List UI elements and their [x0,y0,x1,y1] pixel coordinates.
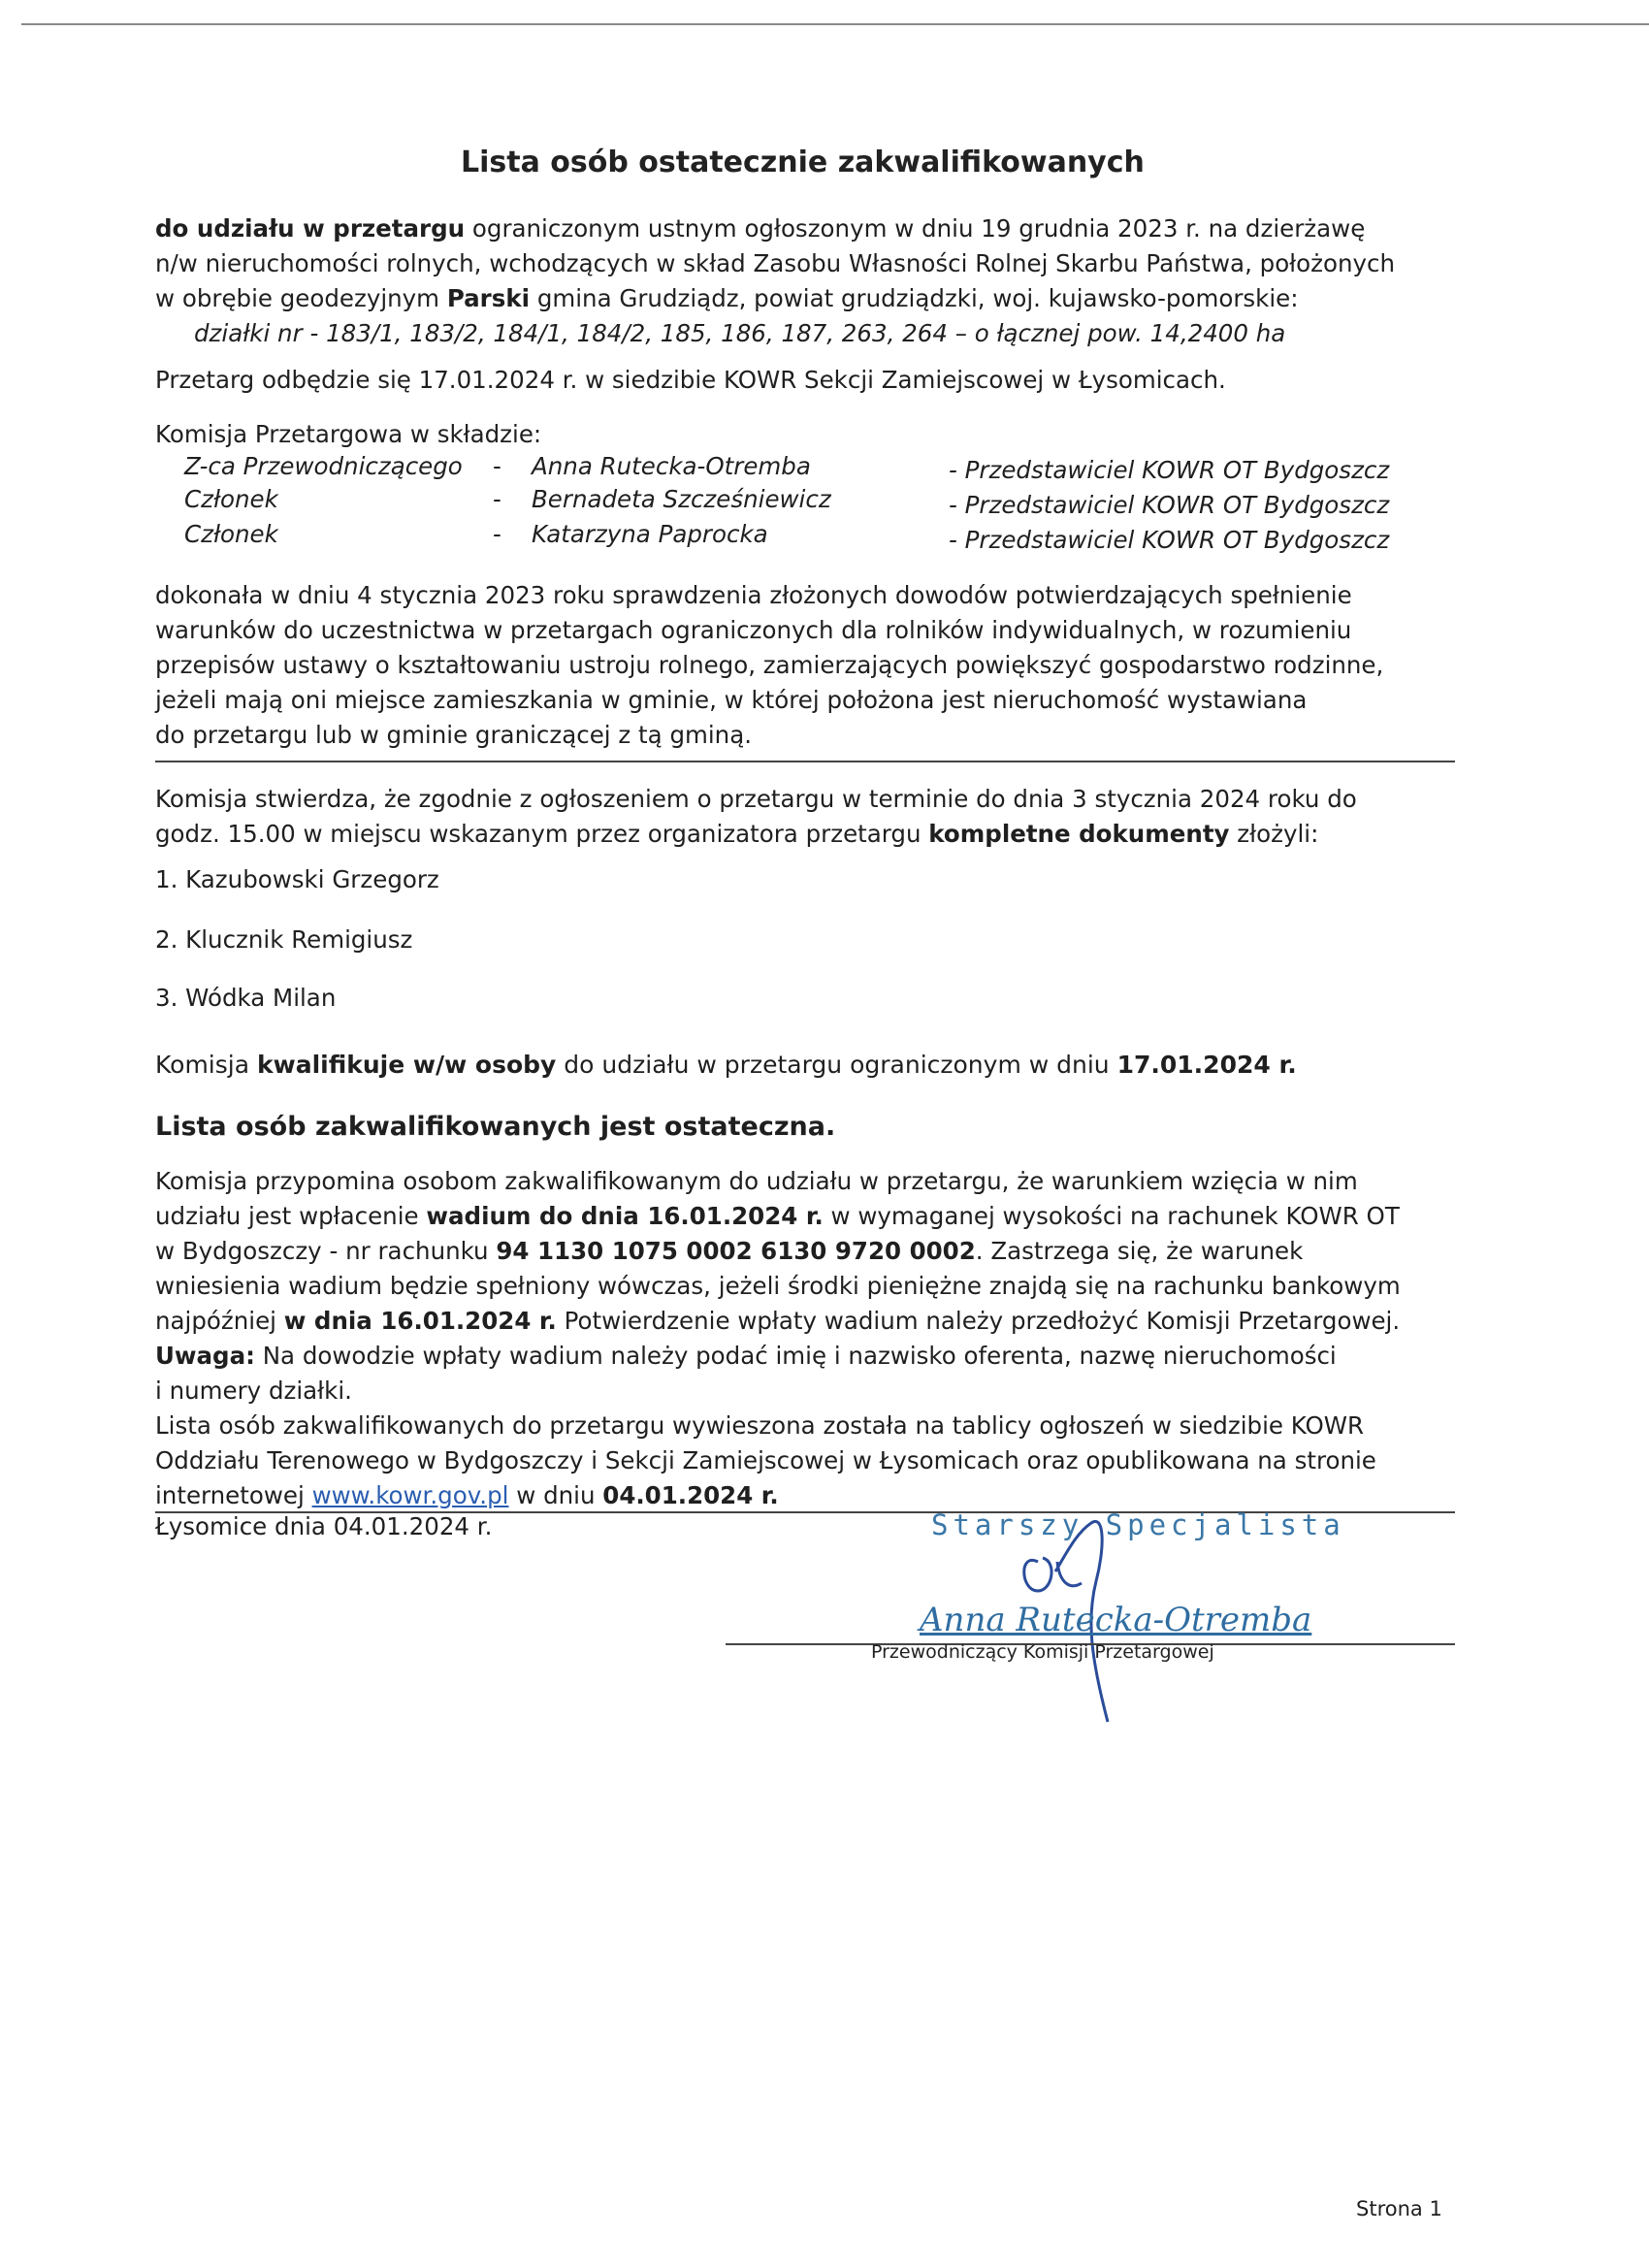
document-title: Lista osób ostatecznie zakwalifikowanych [461,146,1145,179]
komisja-dash-3: - [493,520,501,548]
stwierdza-line-1: Komisja stwierdza, że zgodnie z ogłoszeniem o przetargu w terminie do dnia 3 stycznia 2024 roku do [155,785,1357,813]
komisja-rep-2: - Przedstawiciel KOWR OT Bydgoszcz [949,491,1390,519]
przypomina-line-3 [155,1234,1455,1269]
top-border-rule [21,23,1649,25]
stamp-title: Starszy Specjalista [931,1508,1345,1541]
bank-account-number: 94 1130 1075 0002 6130 9720 0002 [496,1237,976,1265]
przypomina-line-6 [155,1339,1455,1374]
przypomina-l10-b: w dniu [508,1481,603,1509]
przetarg-line: Przetarg odbędzie się 17.01.2024 r. w siedzibie KOWR Sekcji Zamiejscowej w Łysomicach. [155,366,1226,394]
dokonala-line-4: jeżeli mają oni miejsce zamieszkania w gminie, w której położona jest nieruchomość wystawiana [155,686,1308,714]
final-heading: Lista osób zakwalifikowanych jest ostateczna. [155,1112,836,1142]
dokonala-line-1: dokonała w dniu 4 stycznia 2023 roku sprawdzenia złożonych dowodów potwierdzających spełnienie [155,581,1352,609]
page-number: Strona 1 [1356,2197,1442,2220]
przypomina-line-5 [155,1304,1455,1339]
kwalifikuje-a: Komisja [155,1051,257,1079]
kwalifikuje-bold: kwalifikuje w/w osoby [256,1051,557,1079]
intro-line-2: n/w nieruchomości rolnych, wchodzących w skład Zasobu Własności Rolnej Skarbu Państwa, położonych [155,249,1396,277]
publication-date: 04.01.2024 r. [602,1481,779,1509]
kwalifikuje-line [155,1048,1297,1083]
place-date: Łysomice dnia 04.01.2024 r. [155,1512,493,1540]
przypomina-line-8: Lista osób zakwalifikowanych do przetargu wywieszona została na tablicy ogłoszeń w siedzibie KOWR [155,1411,1364,1440]
intro-line-1 [155,211,1455,246]
stwierdza-line-2-b: złożyli: [1229,820,1319,848]
przypomina-line-2 [155,1199,1455,1234]
przypomina-l2-a: udziału jest wpłacenie [155,1202,427,1230]
intro-paragraph [155,211,1455,351]
przypomina-line-7: i numery działki. [155,1377,352,1405]
przypomina-l5-a: najpóźniej [155,1307,284,1335]
dokonala-line-5: do przetargu lub w gminie graniczącej z tą gminą. [155,721,753,749]
stwierdza-line-2-a: godz. 15.00 w miejscu wskazanym przez organizatora przetargu [155,820,929,848]
wadium-deadline: wadium do dnia 16.01.2024 r. [426,1202,824,1230]
komisja-name-2: Bernadeta Szcześniewicz [532,485,831,513]
przypomina-l5-b: Potwierdzenie wpłaty wadium należy przedłożyć Komisji Przetargowej. [556,1307,1401,1335]
komisja-role-3: Członek [184,520,278,548]
dokonala-line-3: przepisów ustawy o kształtowaniu ustroju rolnego, zamierzających powiększyć gospodarstwo rodzinne, [155,651,1384,679]
przypomina-line-1: Komisja przypomina osobom zakwalifikowanym do udziału w przetargu, że warunkiem wzięcia w nim [155,1167,1358,1195]
intro-line-3 [155,281,1455,316]
komisja-role-2: Członek [184,485,278,513]
przypomina-paragraph [155,1164,1455,1513]
intro-line-1-rest: ograniczonym ustnym ogłoszonym w dniu 19 grudnia 2023 r. na dzierżawę [465,214,1366,243]
kowr-website-link[interactable]: www.kowr.gov.pl [311,1481,509,1509]
kompletne-dokumenty: kompletne dokumenty [928,820,1230,848]
intro-line-3-a: w obrębie geodezyjnym [155,284,447,312]
stwierdza-line-2 [155,817,1455,852]
przypomina-l5-bold: w dnia 16.01.2024 r. [283,1307,557,1335]
uwaga-label: Uwaga: [155,1342,255,1370]
przypomina-line-9: Oddziału Terenowego w Bydgoszczy i Sekcji Zamiejscowej w Łysomicach oraz opublikowana na stronie [155,1446,1376,1474]
signature-caption: Przewodniczący Komisji Przetargowej [871,1641,1214,1663]
komisja-dash-1: - [493,452,501,480]
candidate-3: 3. Wódka Milan [155,984,337,1012]
przypomina-l3-b: . Zastrzega się, że warunek [975,1237,1304,1265]
komisja-rep-1: - Przedstawiciel KOWR OT Bydgoszcz [949,456,1390,484]
przypomina-line-4: wniesienia wadium będzie spełniony wówczas, jeżeli środki pieniężne znajdą się na rachunku bankowym [155,1272,1401,1300]
przypomina-l10-a: internetowej [155,1481,312,1509]
kwalifikuje-date: 17.01.2024 r. [1116,1051,1297,1079]
intro-bold: do udziału w przetargu [155,214,466,243]
obreb-name: Parski [446,284,531,312]
section-divider-1 [155,761,1455,762]
stwierdza-paragraph [155,782,1455,852]
komisja-header: Komisja Przetargowa w składzie: [155,420,542,448]
komisja-role-1: Z-ca Przewodniczącego [184,452,463,480]
komisja-name-3: Katarzyna Paprocka [532,520,768,548]
intro-line-3-b: gmina Grudziądz, powiat grudziądzki, woj. kujawsko-pomorskie: [530,284,1299,312]
przypomina-l2-b: w wymaganej wysokości na rachunek KOWR OT [823,1202,1400,1230]
dokonala-paragraph [155,578,1455,753]
candidate-2: 2. Klucznik Remigiusz [155,925,413,954]
parcels-line: działki nr - 183/1, 183/2, 184/1, 184/2, 185, 186, 187, 263, 264 – o łącznej pow. 14,2400 ha [194,319,1286,347]
przypomina-l6-b: Na dowodzie wpłaty wadium należy podać imię i nazwisko oferenta, nazwę nieruchomości [254,1342,1337,1370]
stamp-name: Anna Rutecka-Otremba [920,1601,1312,1639]
komisja-dash-2: - [493,485,501,513]
dokonala-line-2: warunków do uczestnictwa w przetargach ograniczonych dla rolników indywidualnych, w rozumieniu [155,616,1352,644]
kwalifikuje-b: do udziału w przetargu ograniczonym w dniu [556,1051,1117,1079]
przypomina-l3-a: w Bydgoszczy - nr rachunku [155,1237,497,1265]
candidate-1: 1. Kazubowski Grzegorz [155,865,439,893]
komisja-name-1: Anna Rutecka-Otremba [532,452,811,480]
komisja-rep-3: - Przedstawiciel KOWR OT Bydgoszcz [949,526,1390,554]
